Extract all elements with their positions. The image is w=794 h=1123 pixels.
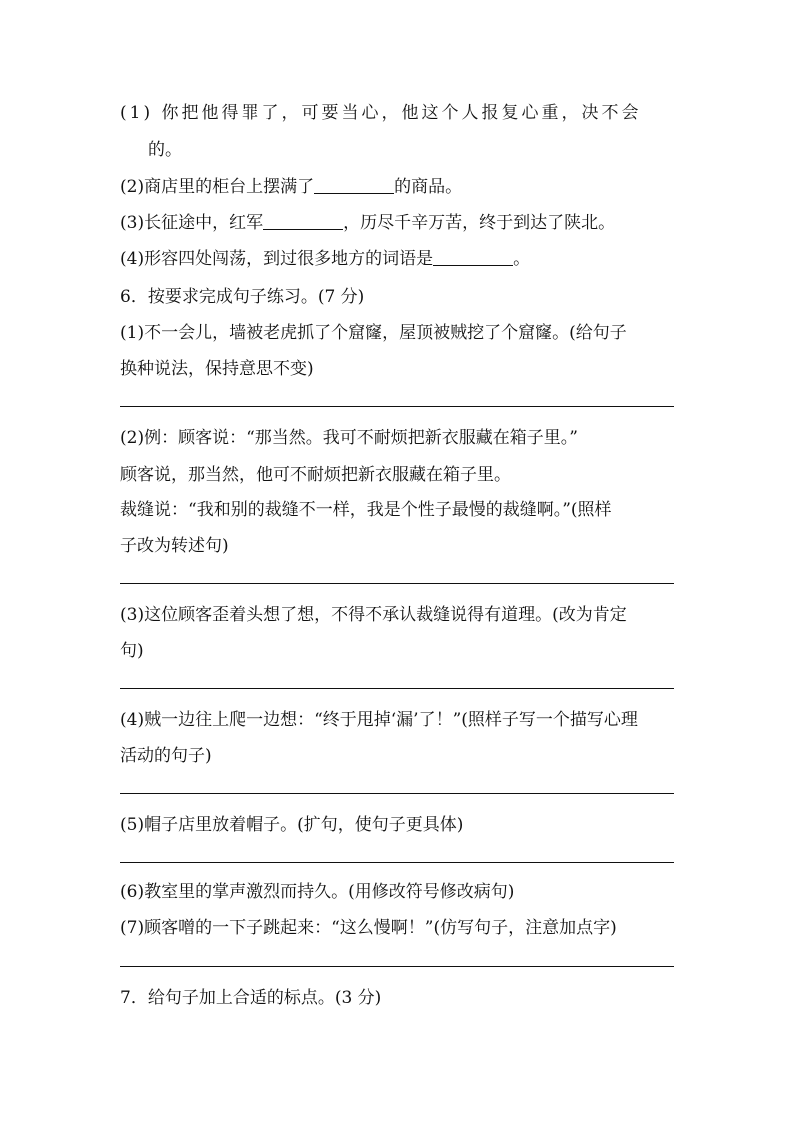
q5-item-2-text-before: (2)商店里的柜台上摆满了 xyxy=(120,177,315,197)
answer-line[interactable] xyxy=(120,862,674,863)
answer-blank[interactable] xyxy=(433,249,513,266)
q6-item-1-line-2: 换种说法，保持意思不变) xyxy=(120,359,314,379)
answer-line[interactable] xyxy=(120,583,674,584)
q6-item-1-line-1: (1)不一会儿，墙被老虎抓了个窟窿，屋顶被贼挖了个窟窿。(给句子 xyxy=(120,323,627,343)
answer-line[interactable] xyxy=(120,688,674,689)
q5-item-4 xyxy=(120,244,530,269)
q5-item-1-line-1: (1) 你把他得罪了，可要当心，他这个人报复心重，决不会 xyxy=(120,103,642,123)
question-6-title: 6．按要求完成句子练习。(7 分) xyxy=(120,287,365,307)
q6-item-4-line-2: 活动的句子) xyxy=(120,746,212,766)
q6-item-2-line-3: 裁缝说：“我和别的裁缝不一样，我是个性子最慢的裁缝啊。”(照样 xyxy=(120,500,612,520)
q6-item-3-line-2: 句) xyxy=(120,641,144,661)
answer-blank[interactable] xyxy=(263,213,343,230)
q6-item-2-line-4: 子改为转述句) xyxy=(120,536,229,556)
q5-item-2-text-after: 的商品。 xyxy=(394,177,463,197)
q6-item-2-line-2: 顾客说，那当然，他可不耐烦把新衣服藏在箱子里。 xyxy=(120,465,511,485)
q6-item-4-line-1: (4)贼一边往上爬一边想：“终于甩掉‘漏’了！”(照样子写一个描写心理 xyxy=(120,710,638,730)
q5-item-3 xyxy=(120,208,615,233)
q5-item-4-text-after: 。 xyxy=(513,249,531,269)
q6-item-7: (7)顾客噌的一下子跳起来：“这么慢啊！”(仿写句子，注意加点字) xyxy=(120,918,617,938)
answer-line[interactable] xyxy=(120,406,674,407)
answer-blank[interactable] xyxy=(314,177,394,194)
q5-item-2 xyxy=(120,172,462,197)
q5-item-1-line-2: 的。 xyxy=(148,140,182,160)
q5-item-3-text-before: (3)长征途中，红军 xyxy=(120,213,264,233)
q5-item-3-text-after: ，历尽千辛万苦，终于到达了陕北。 xyxy=(343,213,616,233)
q6-item-6: (6)教室里的掌声激烈而持久。(用修改符号修改病句) xyxy=(120,882,515,902)
answer-line[interactable] xyxy=(120,966,674,967)
q5-item-4-text-before: (4)形容四处闯荡，到过很多地方的词语是 xyxy=(120,249,434,269)
q6-item-3-line-1: (3)这位顾客歪着头想了想，不得不承认裁缝说得有道理。(改为肯定 xyxy=(120,605,627,625)
q6-item-5: (5)帽子店里放着帽子。(扩句，使句子更具体) xyxy=(120,815,464,835)
answer-line[interactable] xyxy=(120,793,674,794)
question-7-title: 7．给句子加上合适的标点。(3 分) xyxy=(120,988,382,1008)
q6-item-2-line-1: (2)例：顾客说：“那当然。我可不耐烦把新衣服藏在箱子里。” xyxy=(120,428,578,448)
